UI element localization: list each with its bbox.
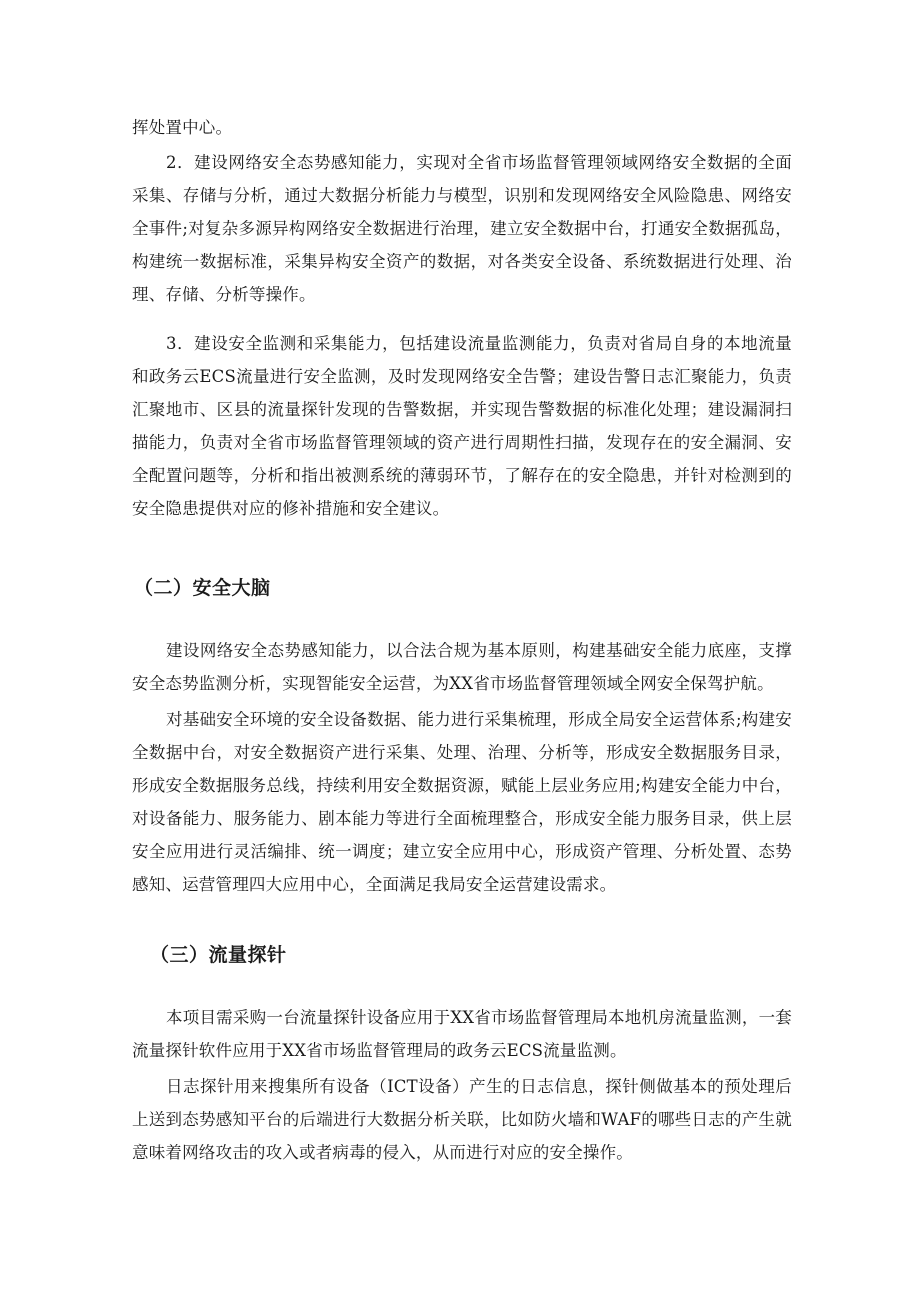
paragraph-traffic-probe-procurement: 本项目需采购一台流量探针设备应用于XX省市场监督管理局本地机房流量监测，一套流量探针软件应用于XX省市场监督管理局的政务云ECS流量监测。 — [132, 1008, 792, 1060]
paragraph-log-probe: 日志探针用来搜集所有设备（ICT设备）产生的日志信息，探针侧做基本的预处理后上送到态势感知平台的后端进行大数据分析关联，比如防火墙和WAF的哪些日志的产生就意味着网络攻击的攻入或者病毒的侵入，从而进行对应的安全操作。 — [132, 1077, 792, 1162]
paragraph-continuation: 挥处置中心。 — [132, 118, 233, 137]
paragraph-item-2: 2．建设网络安全态势感知能力，实现对全省市场监督管理领域网络安全数据的全面采集、存储与分析，通过大数据分析能力与模型，识别和发现网络安全风险隐患、网络安全事件;对复杂多源异构网络安全数据进行治理，建立安全数据中台，打通安全数据孤岛，构建统一数据标准，采集异构安全资产的数据，对各类安全设备、系统数据进行处理、治理、存储、分析等操作。 — [132, 153, 792, 304]
paragraph-item-3: 3．建设安全监测和采集能力，包括建设流量监测能力，负责对省局自身的本地流量和政务云ECS流量进行安全监测，及时发现网络安全告警；建设告警日志汇聚能力，负责汇聚地市、区县的流量探针发现的告警数据，并实现告警数据的标准化处理；建设漏洞扫描能力，负责对全省市场监督管理领域的资产进行周期性扫描，发现存在的安全漏洞、安全配置问题等，分析和指出被测系统的薄弱环节，了解存在的安全隐患，并针对检测到的安全隐患提供对应的修补措施和安全建议。 — [132, 334, 792, 518]
section-heading-traffic-probe: （三）流量探针 — [150, 944, 287, 966]
section-heading-security-brain: （二）安全大脑 — [134, 577, 271, 599]
paragraph-security-brain-detail: 对基础安全环境的安全设备数据、能力进行采集梳理，形成全局安全运营体系;构建安全数据中台，对安全数据资产进行采集、处理、治理、分析等，形成安全数据服务目录，形成安全数据服务总线，持续利用安全数据资源，赋能上层业务应用;构建安全能力中台，对设备能力、服务能力、剧本能力等进行全面梳理整合，形成安全能力服务目录，供上层安全应用进行灵活编排、统一调度；建立安全应用中心，形成资产管理、分析处置、态势感知、运营管理四大应用中心，全面满足我局安全运营建设需求。 — [132, 710, 792, 894]
paragraph-security-brain-intro: 建设网络安全态势感知能力，以合法合规为基本原则，构建基础安全能力底座，支撑安全态势监测分析，实现智能安全运营，为XX省市场监督管理领域全网安全保驾护航。 — [132, 641, 792, 693]
